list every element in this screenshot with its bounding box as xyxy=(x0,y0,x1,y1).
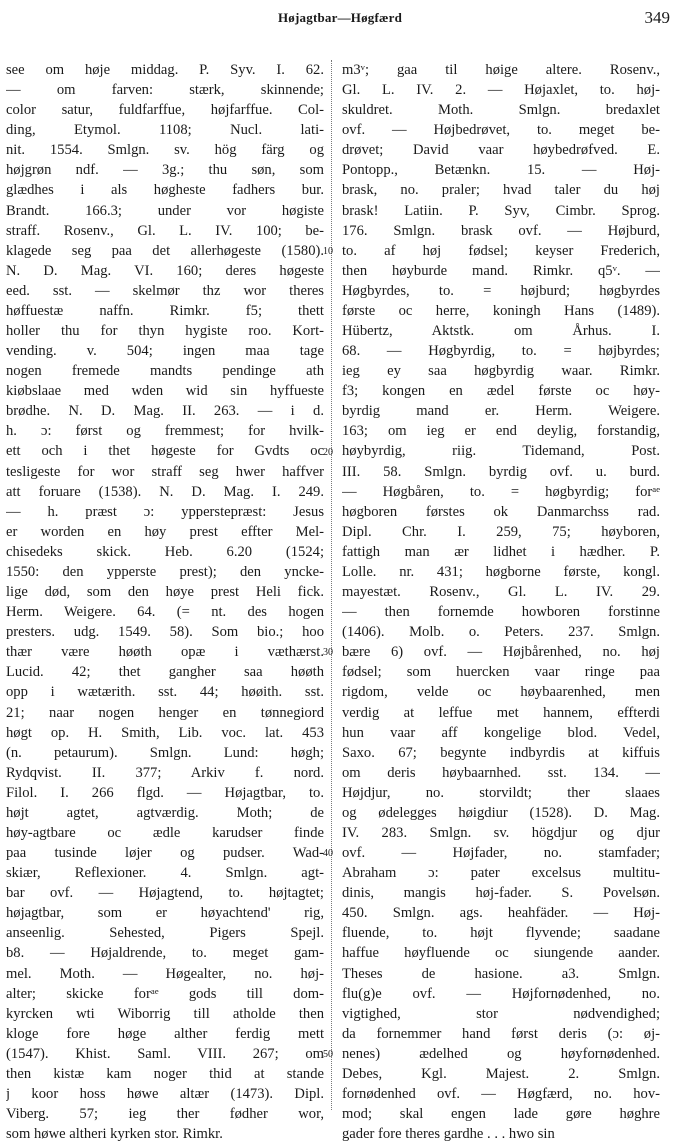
text-line: mayestæt. Rosenv., Gl. L. IV. 29. xyxy=(342,584,660,601)
text-line: rigdom, velde oc høybaarenhed, men xyxy=(342,684,660,701)
text-line: — h. præst ɔ: ypperstepræst: Jesus xyxy=(6,503,324,520)
text-line: j koor hoss høwe altær (1473). Dipl. xyxy=(6,1085,324,1102)
text-line: om deris høybaarnhed. sst. 134. — xyxy=(342,764,660,781)
text-line: vigtighed, stor nødvendighed; xyxy=(342,1005,660,1022)
text-line: flu(g)e ovf. — Højfornødenhed, no. xyxy=(342,985,660,1002)
text-line: see om høje middag. P. Syv. I. 62. xyxy=(6,62,324,78)
text-line: byrdig mand er. Herm. Weigere. xyxy=(342,403,660,420)
text-line: anseenlig. Sehested, Pigers Spejl. xyxy=(6,925,324,942)
text-line: kyrcken wti Wiborrig till atholde then xyxy=(6,1005,324,1022)
text-line: lige død, som den høye prest Heli fick. xyxy=(6,584,324,601)
text-line: Høgbyrdes, to. = højburd; høgbyrdes xyxy=(342,282,660,299)
text-line: ett och i thet høgeste for Gvdts oc xyxy=(6,443,324,460)
text-line: — Høgbåren, to. = høgbyrdig; forᵃᵉ xyxy=(342,483,660,500)
text-line: h. ɔ: først og fremmest; for hvilk- xyxy=(6,423,324,440)
text-line: verdig at leffue met hannem, effterdi xyxy=(342,704,660,721)
text-line: glædhes i als høgheste fadhers bur. xyxy=(6,182,324,199)
text-line: skuldret. Moth. Smlgn. bredaxlet xyxy=(342,102,660,119)
line-number: 50 xyxy=(323,1048,333,1060)
line-number: 10 xyxy=(323,245,333,257)
column-divider xyxy=(331,60,332,1110)
text-line: f3; kongen en ædel første oc høy- xyxy=(342,383,660,400)
text-line: (1547). Khist. Saml. VIII. 267; om xyxy=(6,1045,324,1062)
text-line: 1550: den ypperste prest); den yncke- xyxy=(6,563,324,580)
text-line: 21; naar nogen henger en tønnegiord xyxy=(6,704,324,721)
text-line: Debes, Kgl. Majest. 2. Smlgn. xyxy=(342,1065,660,1082)
text-line: eed. sst. — skelmør thz wor theres xyxy=(6,282,324,299)
text-line: straff. Rosenv., Gl. L. IV. 100; be- xyxy=(6,222,324,239)
text-line: bar ovf. — Højagtend, to. højtagtet; xyxy=(6,885,324,902)
text-line: hun vaar aff kongelige blod. Vedel, xyxy=(342,724,660,741)
page-header xyxy=(0,10,680,32)
text-line: haffue høyfluende oc siungende aander. xyxy=(342,945,660,962)
text-line: Herm. Weigere. 64. (= nt. des hogen xyxy=(6,604,324,621)
text-line: opp i wætærith. sst. 44; høøith. sst. xyxy=(6,684,324,701)
page-number: 349 xyxy=(644,8,670,27)
text-line: skiær, Reflexioner. 4. Smlgn. agt- xyxy=(6,865,324,882)
text-line: brødhe. N. D. Mag. II. 263. — i d. xyxy=(6,403,324,420)
text-line: brask, no. praler; hvad taler du høj xyxy=(342,182,660,199)
text-line: Filol. I. 266 flgd. — Højagtbar, to. xyxy=(6,784,324,801)
text-line: drøvet; David vaar høybedrøfved. E. xyxy=(342,142,660,159)
left-column xyxy=(6,60,324,1144)
text-line: Saxo. 67; begynte indbyrdis at kiffuis xyxy=(342,744,660,761)
text-line: Rydqvist. II. 377; Arkiv f. nord. xyxy=(6,764,324,781)
text-line: thær være høøth opæ i væthærst. xyxy=(6,644,324,661)
text-line: — then fornemde howboren forstinne xyxy=(342,604,660,621)
text-line: kloge fore høge alther ferdig mett xyxy=(6,1025,324,1042)
text-line: (1406). Molb. o. Peters. 237. Smlgn. xyxy=(342,624,660,641)
text-line: Dipl. Chr. I. 259, 75; høyboren, xyxy=(342,523,660,540)
text-line: som høwe altheri kyrken stor. Rimkr. xyxy=(6,1126,223,1143)
text-line: højgrøn ndf. — 3g.; thu søn, som xyxy=(6,162,324,179)
text-line: Højdjur, no. storvildt; ther slaaes xyxy=(342,784,660,801)
text-line: b8. — Højaldrende, to. meget gam- xyxy=(6,945,324,962)
text-line: Hübertz, Aktstk. om Århus. I. xyxy=(342,323,660,340)
text-line: mod; skal engen lade gøre høghre xyxy=(342,1106,660,1123)
text-line: høy-agtbare oc ædle karudser finde xyxy=(6,824,324,841)
text-line: IV. 283. Smlgn. sv. högdjur og djur xyxy=(342,824,660,841)
text-line: klagede seg paa det allerhøgeste (1580). xyxy=(6,242,324,259)
text-line: og ødeleggеs høigdiur (1528). D. Mag. xyxy=(342,804,660,821)
text-line: 68. — Høgbyrdig, to. = højbyrdes; xyxy=(342,343,660,360)
text-line: Gl. L. IV. 2. — Højaxlet, to. høj- xyxy=(342,82,660,99)
text-line: — om farven: stærk, skinnende; xyxy=(6,82,324,99)
text-line: 163; om ieg er end deylig, forstandig, xyxy=(342,423,660,440)
text-line: color satur, fuldfarffue, højfarffue. Col- xyxy=(6,102,324,119)
text-line: alter; skicke forᵃᵉ gods till dom- xyxy=(6,985,324,1002)
text-line: vending. v. 504; ingen maa tage xyxy=(6,343,324,360)
text-line: fluende, to. højt flyvende; saadane xyxy=(342,925,660,942)
text-line: høgt op. H. Smith, Lib. voc. lat. 453 xyxy=(6,724,324,741)
text-line: højagtbar, som er høyachtend' rig, xyxy=(6,905,324,922)
running-title: Højagtbar—Høgfærd xyxy=(278,10,402,25)
text-line: III. 58. Smlgn. byrdig ovf. u. burd. xyxy=(342,463,660,480)
text-line: Lolle. nr. 431; høgborne første, kongl. xyxy=(342,563,660,580)
line-number: 40 xyxy=(323,848,333,860)
text-line: chisedeks skick. Heb. 6.20 (1524; xyxy=(6,543,324,560)
text-line: dinis, mangis høj-fader. S. Povelsøn. xyxy=(342,885,660,902)
text-line: Lucid. 42; thet gangher saa høøth xyxy=(6,664,324,681)
text-line: mel. Moth. — Høgealter, no. høj- xyxy=(6,965,324,982)
text-line: bære 6) ovf. — Højbårenhed, no. høj xyxy=(342,644,660,661)
text-line: 450. Smlgn. ags. heahfäder. — Høj- xyxy=(342,905,660,922)
text-line: højt agtet, agtværdig. Moth; de xyxy=(6,804,324,821)
text-line: høybyrdig, riig. Tidemand, Post. xyxy=(342,443,660,460)
text-line: Pontopp., Betænkn. 15. — Høj- xyxy=(342,162,660,179)
text-line: fødsel; som huercken vaar ringe paa xyxy=(342,664,660,681)
line-number: 20 xyxy=(323,446,333,458)
text-line: da fornemmer hand først deris (ɔ: øj- xyxy=(342,1025,660,1042)
text-line: nit. 1554. Smlgn. sv. hög färg og xyxy=(6,142,324,159)
text-line: (n. petaurum). Smlgn. Lund: høgh; xyxy=(6,744,324,761)
text-line: brask! Latiin. P. Syv, Cimbr. Sprog. xyxy=(342,202,660,219)
text-line: første oc herre, koningh Hans (1489). xyxy=(342,302,660,319)
text-line: Brandt. 166.3; under vor høgiste xyxy=(6,202,324,219)
text-line: paa tusinde løjer og pudser. Wad- xyxy=(6,845,324,862)
text-line: presters. udg. 1549. 58). Som bio.; hoo xyxy=(6,624,324,641)
text-line: m3ᵛ; gaa til høige altere. Rosenv., xyxy=(342,62,660,78)
text-line: Theses de hasione. a3. Smlgn. xyxy=(342,965,660,982)
text-line: holler thu for thyn hygiste roo. Kort- xyxy=(6,323,324,340)
text-line: Abraham ɔ: pater excelsus multitu- xyxy=(342,865,660,882)
text-line: ieg ey saa høgbyrdig waar. Rimkr. xyxy=(342,363,660,380)
text-line: gader fore theres gardhe . . . hwo sin xyxy=(342,1126,555,1143)
text-line: then kistæ kam noger thid at stande xyxy=(6,1065,324,1082)
text-line: ding, Etymol. 1108; Nucl. lati- xyxy=(6,122,324,139)
text-line: att foruare (1538). N. D. Mag. I. 249. xyxy=(6,483,324,500)
text-line: høffuestæ naffn. Rimkr. f5; thett xyxy=(6,302,324,319)
text-line: høgboren førstes ok Danmarchss rad. xyxy=(342,503,660,520)
text-line: then høyburde mand. Rimkr. q5ᵛ. — xyxy=(342,262,660,279)
text-line: Viberg. 57; ieg ther fødher wor, xyxy=(6,1106,324,1123)
text-line: fornødenhed ovf. — Høgfærd, no. hov- xyxy=(342,1085,660,1102)
text-line: 176. Smlgn. brask ovf. — Højburd, xyxy=(342,222,660,239)
text-line: kiøbslaae med wden wid sin hyffueste xyxy=(6,383,324,400)
text-line: ovf. — Højfader, no. stamfader; xyxy=(342,845,660,862)
line-number: 30 xyxy=(323,647,333,659)
text-line: nenes) ædelhed og høyfornødenhed. xyxy=(342,1045,660,1062)
text-line: tesligeste for wor straff seg hwer haffver xyxy=(6,463,324,480)
text-line: to. af høj fødsel; keyser Frederich, xyxy=(342,242,660,259)
text-line: ovf. — Højbedrøvet, to. meget be- xyxy=(342,122,660,139)
text-line: N. D. Mag. VI. 160; deres høgeste xyxy=(6,262,324,279)
text-line: fattigh man ær lidhet i hædher. P. xyxy=(342,543,660,560)
text-line: nogen fremede mandts pendinge ath xyxy=(6,363,324,380)
text-line: er worden en høy prest effter Mel- xyxy=(6,523,324,540)
right-column xyxy=(342,60,660,1144)
